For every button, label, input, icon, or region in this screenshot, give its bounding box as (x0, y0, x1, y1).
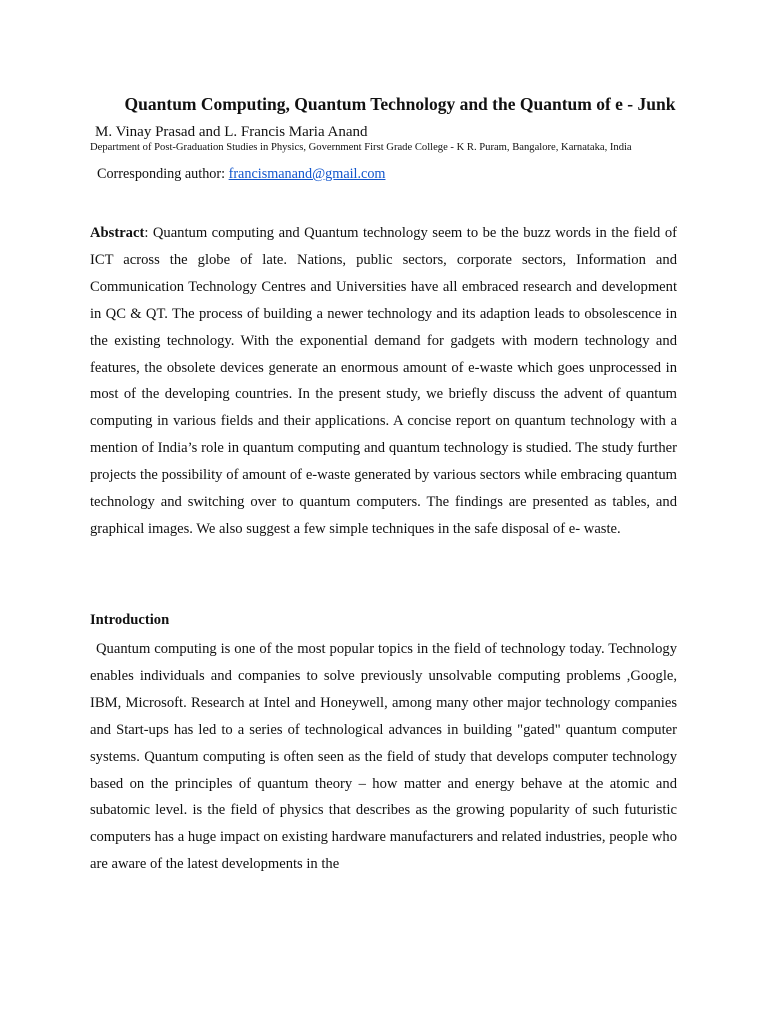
abstract-label: Abstract (90, 225, 145, 241)
author-email-link[interactable]: francismanand@gmail.com (228, 166, 386, 182)
affiliation: Department of Post-Graduation Studies in Physics, Government First Grade College - K R. Puram, Bangalore, Karnataka, India (90, 142, 632, 153)
abstract-text: : Quantum computing and Quantum technology seem to be the buzz words in the field of ICT across the globe of late. Nations, public sectors, corporate sectors, Information and Communication Technology Centres and Universities have all embraced research and development in QC & QT. The process of building a newer technology and its adaption leads to obsolescence in the existing technology. With the exponential demand for gadgets with modern technology and features, the obsolete devices generate an enormous amount of e-waste which goes unprocessed in most of the developing countries. In the present study, we briefly discuss the advent of quantum computing in various fields and their applications. A concise report on quantum technology with a mention of India’s role in quantum computing and quantum technology is studied. The study further projects the possibility of amount of e-waste generated by various sectors while embracing quantum technology and switching over to quantum computers. The findings are presented as tables, and graphical images. We also suggest a few simple techniques in the safe disposal of e- waste. (90, 225, 677, 537)
abstract-paragraph (90, 220, 677, 543)
corresponding-author-label: Corresponding author: (97, 166, 229, 182)
paper-title: Quantum Computing, Quantum Technology and the Quantum of e - Junk (124, 94, 676, 114)
corresponding-author (97, 166, 385, 183)
introduction-paragraph: Quantum computing is one of the most popular topics in the field of technology today. Technology enables individuals and companies to solve previously unsolvable computing problems ,Google, IBM, Microsoft. Research at Intel and Honeywell, among many other major technology companies and Start-ups has led to a series of technological advances in building "gated" quantum computer systems. Quantum computing is often seen as the field of study that develops computer technology based on the principles of quantum theory – how matter and energy behave at the atomic and subatomic level. is the field of physics that describes as the growing popularity of such futuristic computers has a huge impact on existing hardware manufacturers and related industries, people who are aware of the latest developments in the (90, 641, 677, 873)
introduction-heading: Introduction (90, 612, 170, 628)
author-list: M. Vinay Prasad and L. Francis Maria Anand (95, 124, 368, 140)
